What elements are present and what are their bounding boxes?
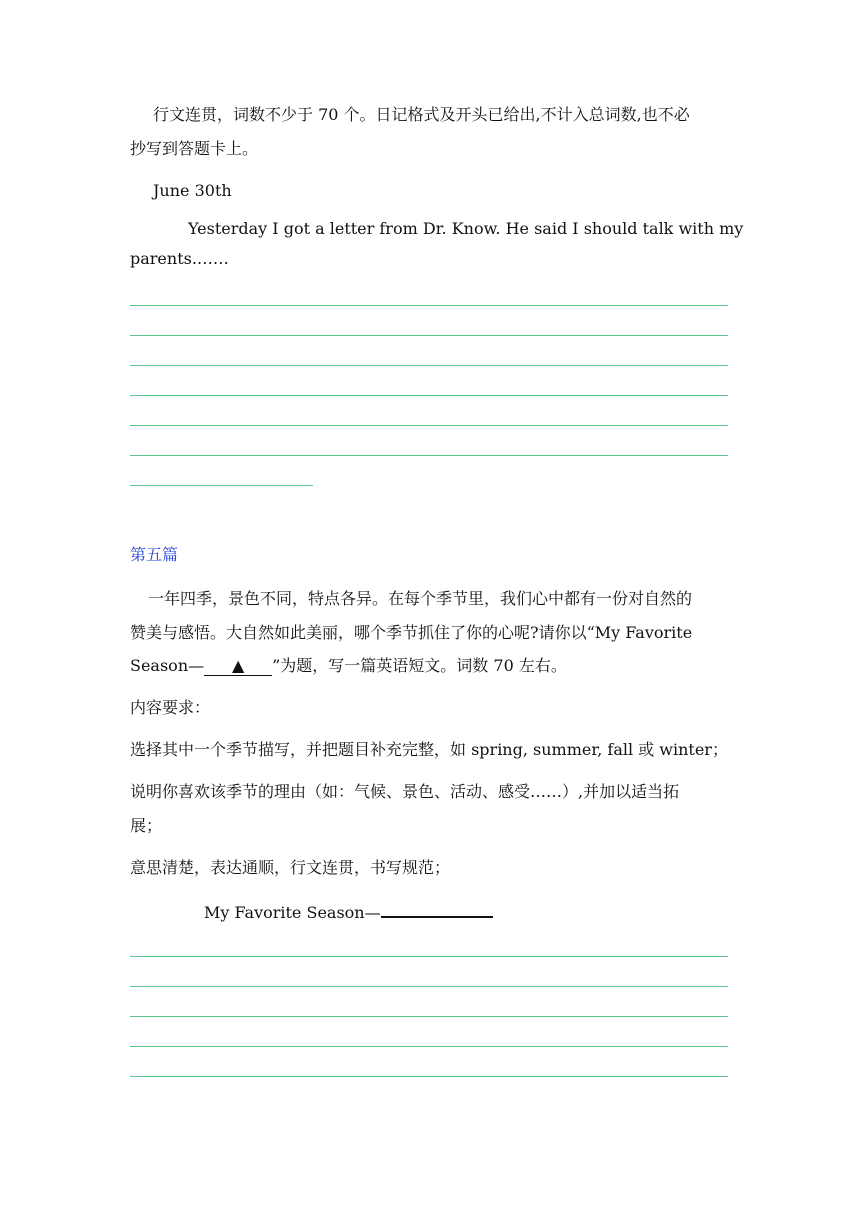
- diary-opening-line-1: Yesterday I got a letter from Dr. Know. He said I should talk with my: [188, 219, 744, 238]
- writing-line[interactable]: [130, 986, 728, 987]
- requirement-3: 意思清楚，表达通顺，行文连贯，书写规范；: [130, 858, 451, 877]
- requirement-2-line-2: 展；: [130, 816, 163, 835]
- writing-line[interactable]: [130, 1046, 728, 1047]
- instruction-line-2: 抄写到答题卡上。: [130, 139, 259, 158]
- essay-title-text: My Favorite Season—: [204, 903, 381, 922]
- diary-date: June 30th: [153, 181, 232, 200]
- writing-line[interactable]: [130, 1016, 728, 1017]
- instruction-line-1: 行文连贯，词数不少于 70 个。日记格式及开头已给出,不计入总词数,也不必: [153, 105, 690, 124]
- essay-title: [204, 900, 493, 923]
- title-blank-marker: ▲: [204, 657, 272, 676]
- requirement-2-line-1: 说明你喜欢该季节的理由（如：气候、景色、活动、感受……）,并加以适当拓: [130, 782, 680, 801]
- writing-line[interactable]: [130, 1076, 728, 1077]
- prompt-line-2: 赞美与感悟。大自然如此美丽，哪个季节抓住了你的心呢?请你以“My Favorite: [130, 623, 693, 642]
- writing-line[interactable]: [130, 956, 728, 957]
- prompt-line-3: [130, 656, 567, 676]
- diary-opening-line-2: parents.……: [130, 249, 229, 268]
- writing-line[interactable]: [130, 485, 313, 486]
- prompt-line-3-start: Season—: [130, 656, 205, 675]
- prompt-line-3-end: ”为题，写一篇英语短文。词数 70 左右。: [272, 656, 567, 675]
- requirements-label: 内容要求：: [130, 698, 211, 717]
- essay-title-blank[interactable]: [381, 900, 493, 918]
- writing-line[interactable]: [130, 425, 728, 426]
- writing-line[interactable]: [130, 305, 728, 306]
- writing-line[interactable]: [130, 335, 728, 336]
- writing-line[interactable]: [130, 365, 728, 366]
- prompt-line-1: 一年四季，景色不同，特点各异。在每个季节里，我们心中都有一份对自然的: [148, 589, 693, 608]
- writing-line[interactable]: [130, 455, 728, 456]
- requirement-1: 选择其中一个季节描写，并把题目补充完整，如 spring, summer, fall 或 winter；: [130, 740, 728, 759]
- section-heading: 第五篇: [130, 545, 179, 564]
- writing-line[interactable]: [130, 395, 728, 396]
